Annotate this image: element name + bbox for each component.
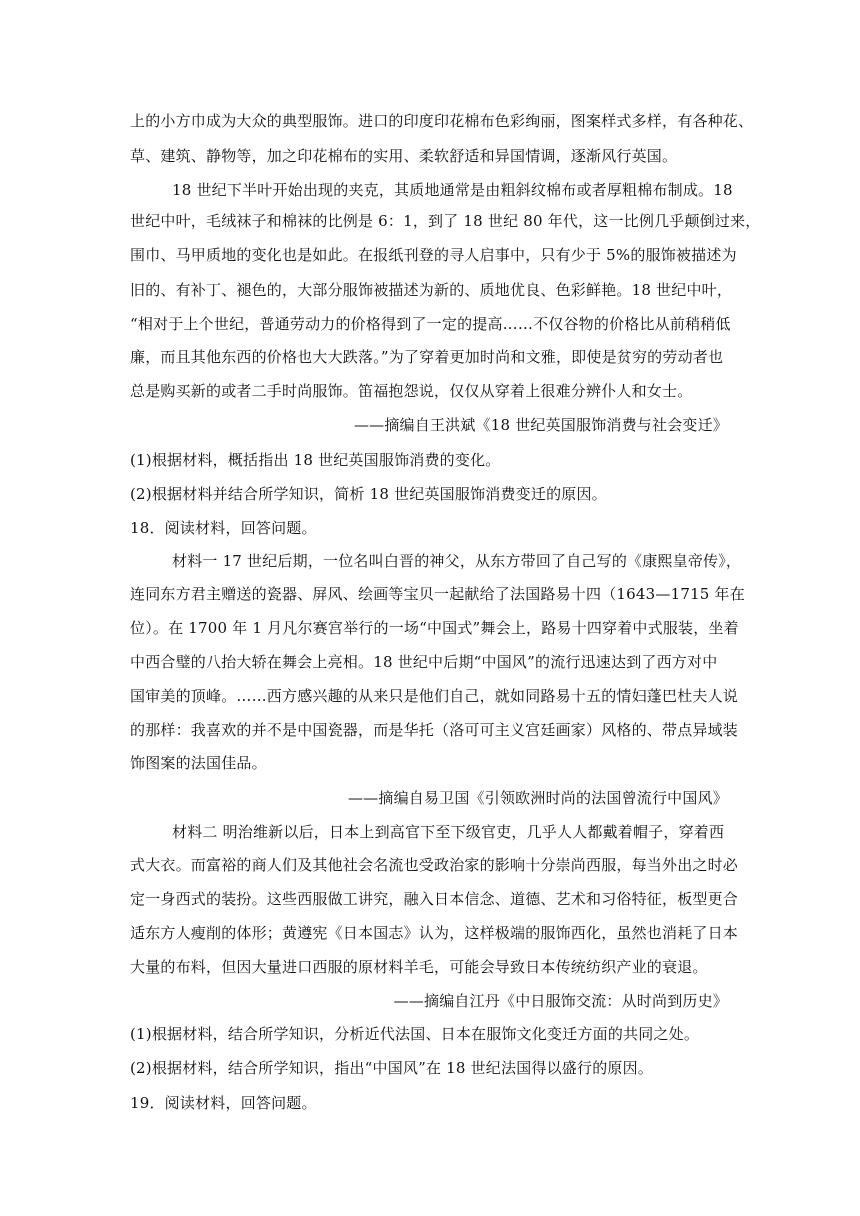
passage-line: 18 世纪下半叶开始出现的夹克，其质地通常是由粗斜纹棉布或者厚粗棉布制成。18 [172, 181, 733, 199]
passage-line: 旧的、有补丁、褪色的，大部分服饰被描述为新的、质地优良、色彩鲜艳。18 世纪中叶， [130, 281, 733, 299]
passage-line: 围巾、马甲质地的变化也是如此。在报纸刊登的寻人启事中，只有少于 5%的服饰被描述为 [130, 246, 737, 264]
material-line: 位）。在 1700 年 1 月凡尔赛宫举行的一场“中国式”舞会上，路易十四穿着中式服装，坐着 [130, 619, 739, 637]
source-citation: ——摘编自江丹《中日服饰交流：从时尚到历史》 [393, 992, 728, 1010]
source-citation: ——摘编自易卫国《引领欧洲时尚的法国曾流行中国风》 [347, 789, 728, 807]
passage-line: 上的小方巾成为大众的典型服饰。进口的印度印花棉布色彩绚丽，图案样式多样，有各种花、 [130, 112, 754, 130]
question-18-2: (2)根据材料，结合所学知识，指出“中国风”在 18 世纪法国得以盛行的原因。 [130, 1059, 654, 1077]
question-17-1: (1)根据材料，概括指出 18 世纪英国服饰消费的变化。 [130, 451, 501, 469]
question-18-header: 18．阅读材料，回答问题。 [130, 519, 317, 537]
material-line: 中西合璧的八抬大轿在舞会上亮相。18 世纪中后期“中国风”的流行迅速达到了西方对中 [130, 653, 718, 671]
question-17-2: (2)根据材料并结合所学知识，简析 18 世纪英国服饰消费变迁的原因。 [130, 485, 607, 503]
material-line: 定一身西式的装扮。这些西服做工讲究，融入日本信念、道德、艺术和习俗特征，板型更合 [130, 890, 739, 908]
source-citation: ——摘编自王洪斌《18 世纪英国服饰消费与社会变迁》 [353, 416, 728, 434]
material-line: 的那样：我喜欢的并不是中国瓷器，而是华托（洛可可主义宫廷画家）风格的、带点异域装 [130, 721, 739, 739]
passage-line: 总是购买新的或者二手时尚服饰。笛福抱怨说，仅仅从穿着上很难分辨仆人和女士。 [130, 382, 693, 400]
material-line: 适东方人瘦削的体形；黄遵宪《日本国志》认为，这样极端的服饰西化，虽然也消耗了日本 [130, 924, 739, 942]
question-19-header: 19．阅读材料，回答问题。 [130, 1094, 317, 1112]
material-line: 国审美的顶峰。……西方感兴趣的从来只是他们自己，就如同路易十五的情妇蓬巴杜夫人说 [130, 687, 739, 705]
material-line: 式大衣。而富裕的商人们及其他社会名流也受政治家的影响十分崇尚西服，每当外出之时必 [130, 856, 739, 874]
material-line: 材料一 17 世纪后期，一位名叫白晋的神父，从东方带回了自己写的《康熙皇帝传》， [172, 552, 742, 570]
material-line: 连同东方君主赠送的瓷器、屏风、绘画等宝贝一起献给了法国路易十四（1643—1715 年在 [130, 585, 745, 603]
material-line: 材料二 明治维新以后，日本上到高官下至下级官吏，几乎人人都戴着帽子，穿着西 [172, 823, 725, 841]
material-line: 大量的布料，但因大量进口西服的原材料羊毛，可能会导致日本传统纺织产业的衰退。 [130, 958, 708, 976]
material-line: 饰图案的法国佳品。 [130, 754, 267, 772]
passage-line: “相对于上个世纪，普通劳动力的价格得到了一定的提高……不仅谷物的价格比从前稍稍低 [130, 315, 731, 333]
passage-line: 廉，而且其他东西的价格也大大跌落。”为了穿着更加时尚和文雅，即使是贫穷的劳动者也 [130, 348, 724, 366]
passage-line: 草、建筑、静物等，加之印花棉布的实用、柔软舒适和异国情调，逐渐风行英国。 [130, 147, 678, 165]
passage-line: 世纪中叶，毛绒袜子和棉袜的比例是 6：1，到了 18 世纪 80 年代，这一比例几乎颠倒过来， [130, 212, 761, 230]
question-18-1: (1)根据材料，结合所学知识，分析近代法国、日本在服饰文化变迁方面的共同之处。 [130, 1025, 700, 1043]
